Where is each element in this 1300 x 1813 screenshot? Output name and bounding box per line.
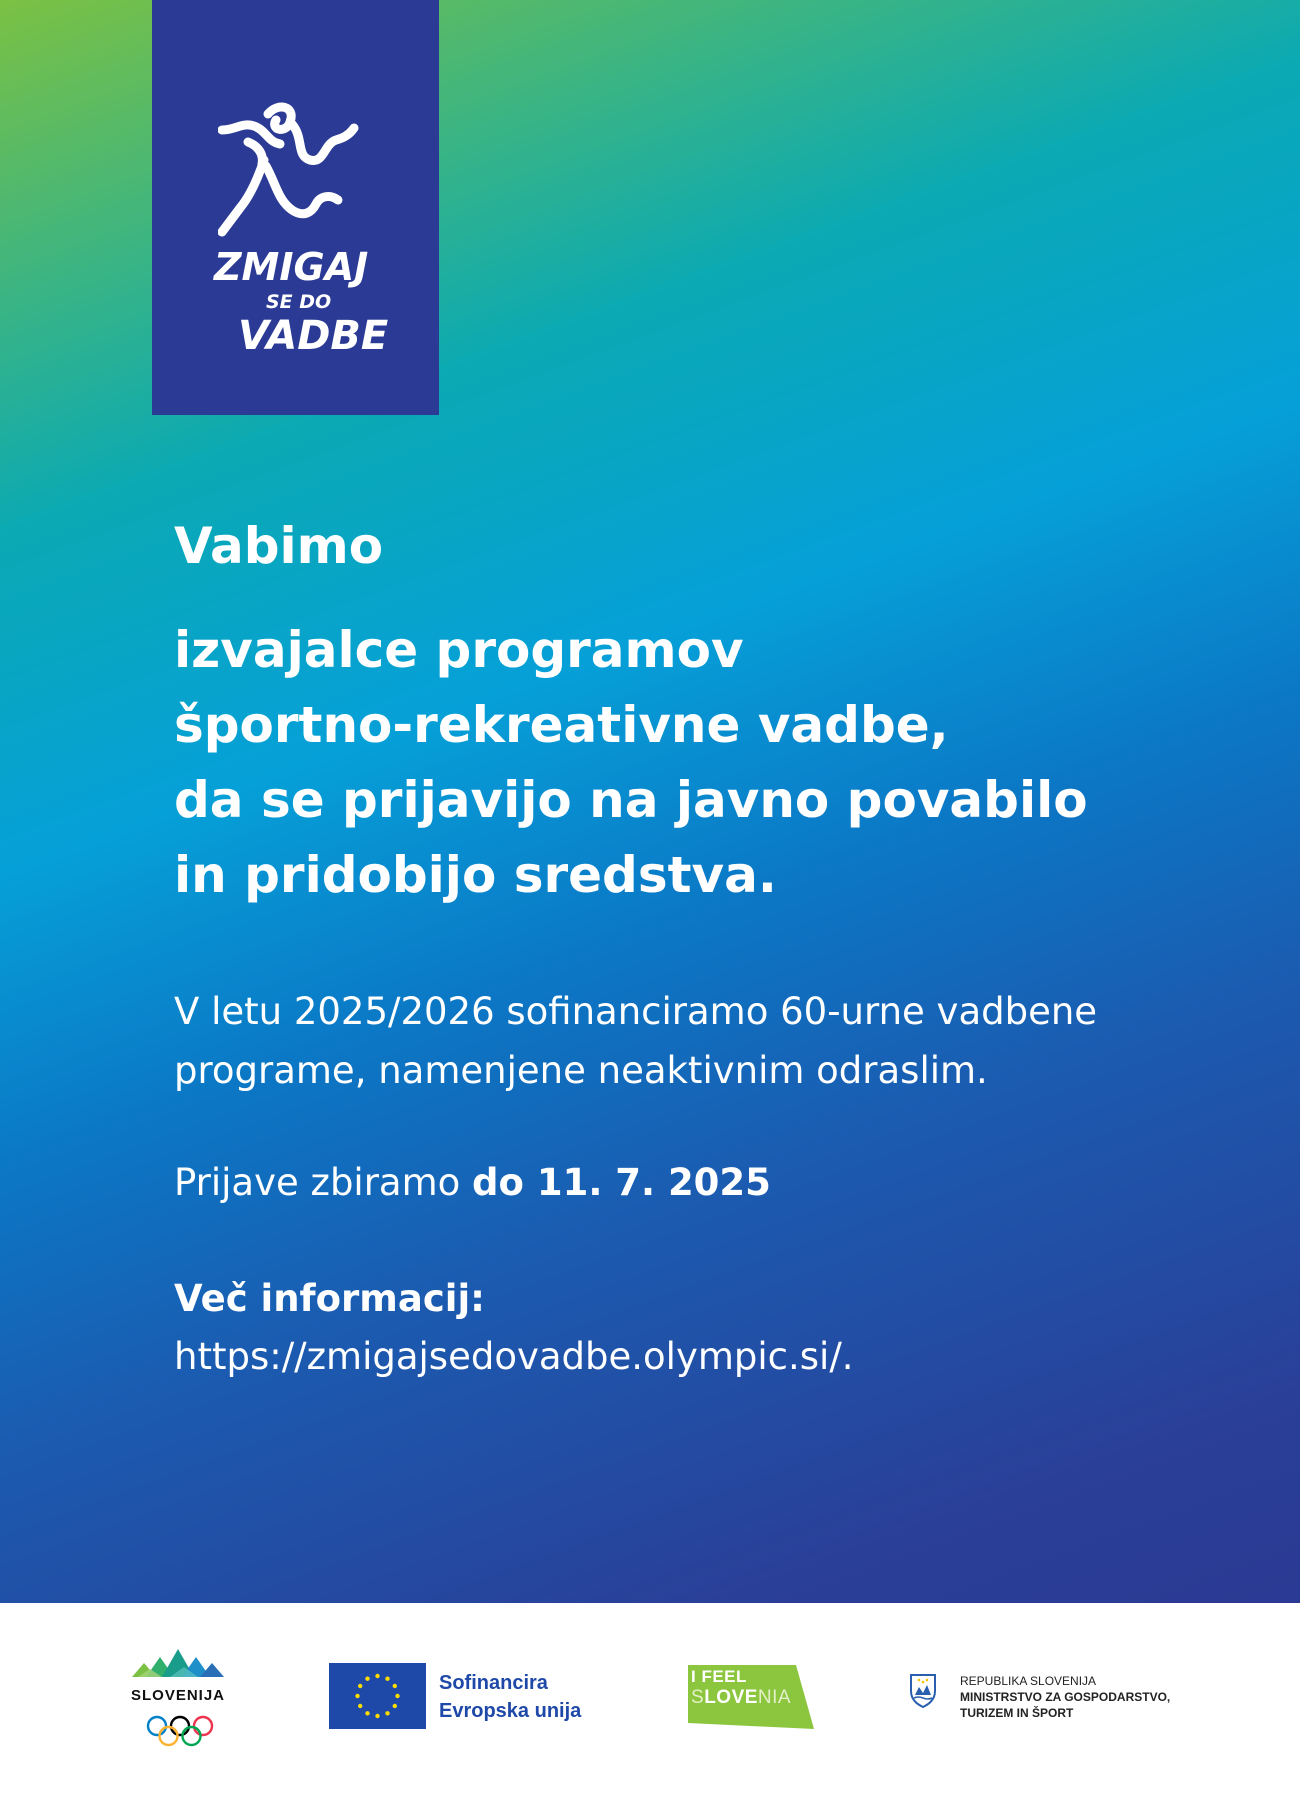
slovenia-coat-of-arms-icon [909, 1673, 937, 1709]
logo-line-zmigaj: ZMIGAJ [214, 245, 369, 289]
headline-line: in pridobijo sredstva. [174, 846, 777, 904]
body-line: V letu 2025/2026 sofinanciramo 60-urne vadbene [174, 990, 1098, 1033]
headline-line: športno-rekreativne vadbe, [174, 696, 949, 754]
logo-line-vadbe: VADBE [238, 313, 389, 359]
slovenia-peaks-icon [128, 1643, 228, 1685]
body-line: programe, namenjene neaktivnim odraslim. [174, 1049, 988, 1092]
ifeel-love: LOVE [704, 1687, 758, 1708]
ifeel-s: S [691, 1687, 705, 1708]
zmigaj-logo [152, 0, 439, 415]
sponsor-footer [0, 1603, 1300, 1813]
slovenia-label: SLOVENIJA [130, 1687, 226, 1704]
ifeel-line-2 [691, 1687, 791, 1709]
olympic-rings-icon [146, 1715, 214, 1749]
ifeel-nia: NIA [757, 1687, 792, 1708]
ifeel-line-1: I FEEL [691, 1667, 747, 1686]
running-figure-icon [218, 100, 368, 245]
more-info-link[interactable]: https://zmigajsedovadbe.olympic.si/. [174, 1335, 854, 1378]
headline-line: da se prijavijo na javno povabilo [174, 771, 1088, 829]
eu-line-1: Sofinancira [439, 1672, 548, 1694]
ministry-line-2: MINISTRSTVO ZA GOSPODARSTVO, [960, 1690, 1171, 1704]
headline-line: izvajalce programov [174, 621, 744, 679]
logo-line-se-do: SE DO [266, 291, 332, 313]
eu-line-2: Evropska unija [439, 1700, 582, 1722]
ministry-line-3: TURIZEM IN ŠPORT [960, 1706, 1074, 1720]
ministry-label [960, 1673, 1170, 1721]
olympic-committee-logo [128, 1643, 228, 1753]
eu-stars-icon [329, 1663, 426, 1729]
eu-cofinancing-label [439, 1669, 581, 1725]
body-text [174, 982, 1097, 1100]
headline [174, 613, 1088, 913]
deadline-date: do 11. 7. 2025 [472, 1161, 771, 1204]
ministry-line-1: REPUBLIKA SLOVENIJA [960, 1674, 1097, 1688]
deadline-text [174, 1161, 771, 1204]
more-info-label: Več informacij: [174, 1277, 485, 1320]
eu-flag-icon [329, 1663, 426, 1729]
headline-intro: Vabimo [174, 517, 384, 575]
deadline-prefix: Prijave zbiramo [174, 1161, 473, 1204]
